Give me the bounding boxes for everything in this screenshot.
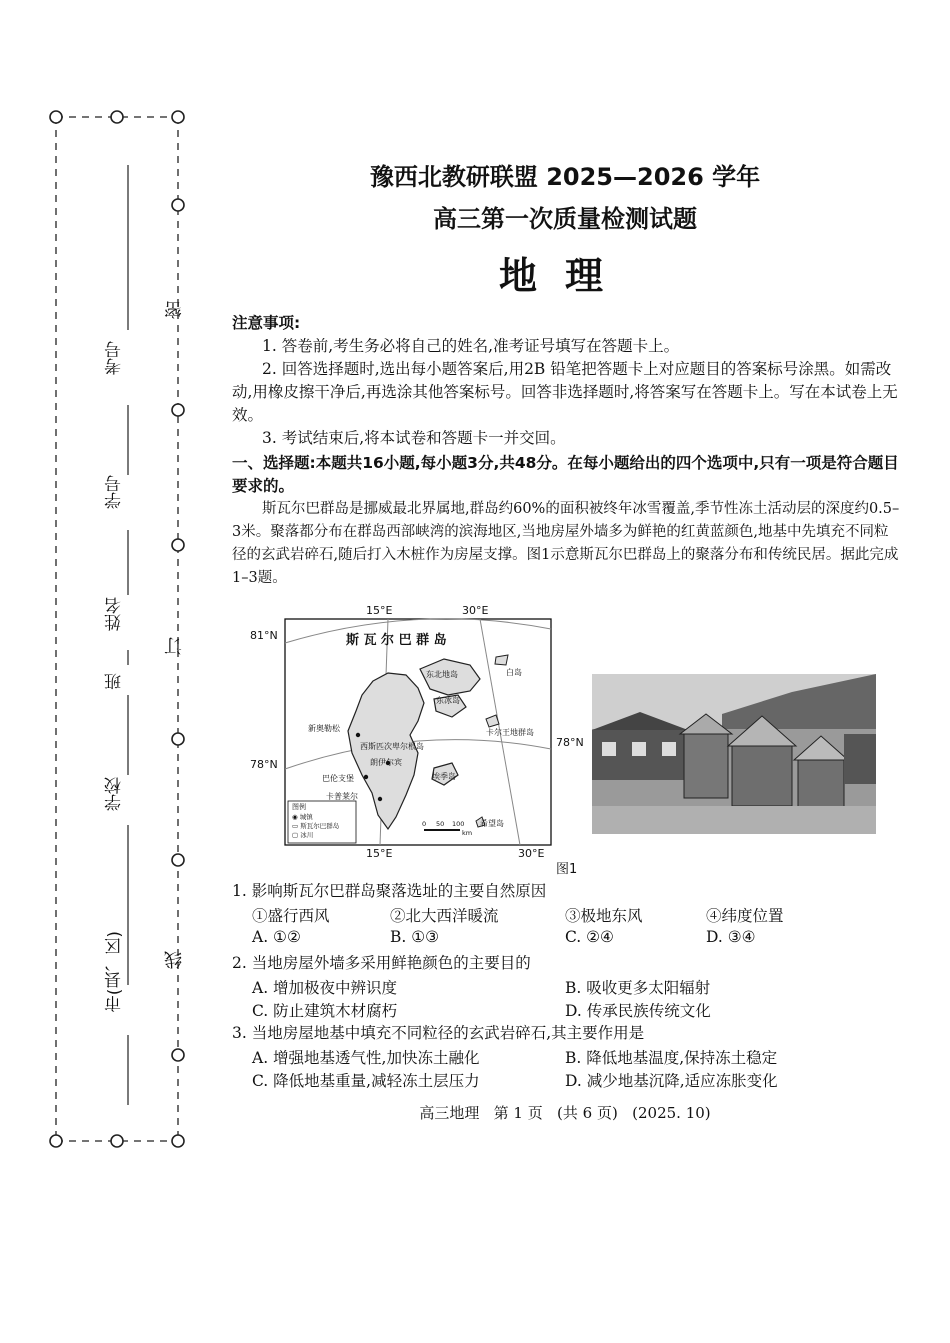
exam-number-label: 考号 [105, 341, 125, 375]
legend-glacier: ▢ 冰川 [292, 831, 314, 839]
cut-mark-seal: 密 [164, 301, 185, 319]
q1-option-c[interactable]: C. ②④ [565, 928, 614, 946]
question-2-stem: 2. 当地房屋外墙多采用鲜艳颜色的主要目的 [232, 954, 531, 972]
place-barentsburg: 巴伦支堡 [322, 774, 354, 783]
svalbard-map [248, 603, 584, 865]
legend-islands-label: 斯瓦尔巴群岛 [300, 822, 340, 830]
place-nordaustlandet: 东北地岛 [426, 670, 458, 679]
q1-option-d[interactable]: D. ③④ [706, 928, 756, 946]
q1-statement-4: ④纬度位置 [706, 907, 784, 925]
q2-option-c[interactable]: C. 防止建筑木材腐朽 [252, 1002, 398, 1020]
question-1-stem: 1. 影响斯瓦尔巴群岛聚落选址的主要自然原因 [232, 882, 547, 900]
houses-photo-drawing [592, 674, 876, 834]
notice-item-3: 3. 考试结束后,将本试卷和答题卡一并交回。 [262, 429, 566, 447]
lon-label-15e-top: 15°E [366, 604, 393, 617]
lat-label-81n: 81°N [250, 629, 278, 642]
notice-heading: 注意事项: [232, 314, 301, 332]
lon-label-30e-bottom: 30°E [518, 847, 545, 860]
section1-heading: 一、选择题:本题共16小题,每小题3分,共48分。在每小题给出的四个选项中,只有一项是符合题目要求的。 [232, 454, 899, 495]
scale-50: 50 [436, 820, 445, 828]
binding-margin [40, 105, 200, 1155]
class-label: 班 [105, 673, 125, 690]
name-label: 姓名 [105, 597, 125, 631]
school-label: 学校 [105, 777, 125, 811]
q2-option-d[interactable]: D. 传承民族传统文化 [565, 1002, 711, 1020]
q2-option-a[interactable]: A. 增加极夜中辨识度 [252, 979, 398, 997]
q1-statement-2: ②北大西洋暖流 [390, 907, 499, 925]
place-edgeoya: 埃季岛 [432, 772, 456, 781]
passage: 斯瓦尔巴群岛是挪威最北界属地,群岛约60%的面积被终年冰雪覆盖,季节性冻土活动层的深度约0.5–3米。聚落都分布在群岛西部峡湾的滨海地区,当地房屋外墙多为鲜艳的红黄蓝颜色,地基中先填充不同粒径的玄武岩碎石,随后打入木桩作为房屋支撑。图1示意斯瓦尔巴群岛上的聚落分布和传统民居。据此完成1–3题。 [232, 501, 900, 586]
cut-mark-bind: 订 [164, 637, 185, 655]
scale-0: 0 [422, 820, 427, 828]
place-kvitoya: 白岛 [506, 668, 522, 677]
place-spitsbergen: 西斯匹次卑尔根岛 [360, 742, 424, 751]
lat-label-78n-left: 78°N [250, 758, 278, 771]
lat-label-78n-right: 78°N [556, 736, 584, 749]
legend-islands: ▭ 斯瓦尔巴群岛 [292, 822, 340, 830]
question-3-stem: 3. 当地房屋地基中填充不同粒径的玄武岩碎石,其主要作用是 [232, 1024, 645, 1042]
scale-100: 100 [452, 820, 465, 828]
place-longyearbyen: 朗伊尔宾 [370, 758, 402, 767]
lon-label-30e-top: 30°E [462, 604, 489, 617]
subject-title: 地理 [498, 254, 631, 298]
traditional-houses-photo [592, 674, 876, 834]
q1-option-b[interactable]: B. ①③ [390, 928, 440, 946]
place-ny-alesund: 新奥勒松 [308, 724, 340, 733]
q3-option-c[interactable]: C. 降低地基重量,减轻冻土层压力 [252, 1072, 480, 1090]
place-east-island: 东冰岛 [436, 696, 460, 705]
city-county-label: 市(县、区) [105, 931, 125, 1013]
legend-title: 图例 [292, 803, 306, 811]
legend-glacier-label: 冰川 [300, 831, 314, 839]
place-hopen: 希望岛 [480, 819, 504, 828]
legend-town-label: 城镇 [299, 813, 313, 821]
exam-title-line2: 高三第一次质量检测试题 [433, 205, 697, 233]
legend-town: ◉ 城镇 [292, 813, 313, 821]
figure-caption: 图1 [556, 862, 578, 877]
place-kong-karls-land: 卡尔王地群岛 [486, 728, 534, 737]
q3-option-a[interactable]: A. 增强地基透气性,加快冻土融化 [252, 1049, 480, 1067]
cut-mark-line: 线 [164, 951, 185, 969]
lon-label-15e-bottom: 15°E [366, 847, 393, 860]
q1-statement-1: ①盛行西风 [252, 907, 330, 925]
student-number-label: 学号 [105, 475, 125, 509]
exam-title-line1: 豫西北教研联盟 2025—2026 学年 [369, 163, 761, 191]
map-title: 斯 瓦 尔 巴 群 岛 [346, 633, 447, 648]
scale-unit: km [462, 829, 473, 837]
q3-option-b[interactable]: B. 降低地基温度,保持冻土稳定 [565, 1049, 778, 1067]
place-kapp-linne: 卡普莱尔 [326, 792, 358, 801]
notice-item-2: 2. 回答选择题时,选出每小题答案后,用2B 铅笔把答题卡上对应题目的答案标号涂黑。如需改动,用橡皮擦干净后,再选涂其他答案标号。回答非选择题时,将答案写在答题卡上。写在本试卷上无效。 [232, 360, 898, 424]
notice-item-1: 1. 答卷前,考生务必将自己的姓名,准考证号填写在答题卡上。 [262, 337, 680, 355]
q1-option-a[interactable]: A. ①② [252, 928, 301, 946]
page-footer: 高三地理 第 1 页 (共 6 页) (2025. 10) [419, 1104, 711, 1122]
q1-statement-3: ③极地东风 [565, 907, 643, 925]
q3-option-d[interactable]: D. 减少地基沉降,适应冻胀变化 [565, 1072, 778, 1090]
q2-option-b[interactable]: B. 吸收更多太阳辐射 [565, 979, 711, 997]
